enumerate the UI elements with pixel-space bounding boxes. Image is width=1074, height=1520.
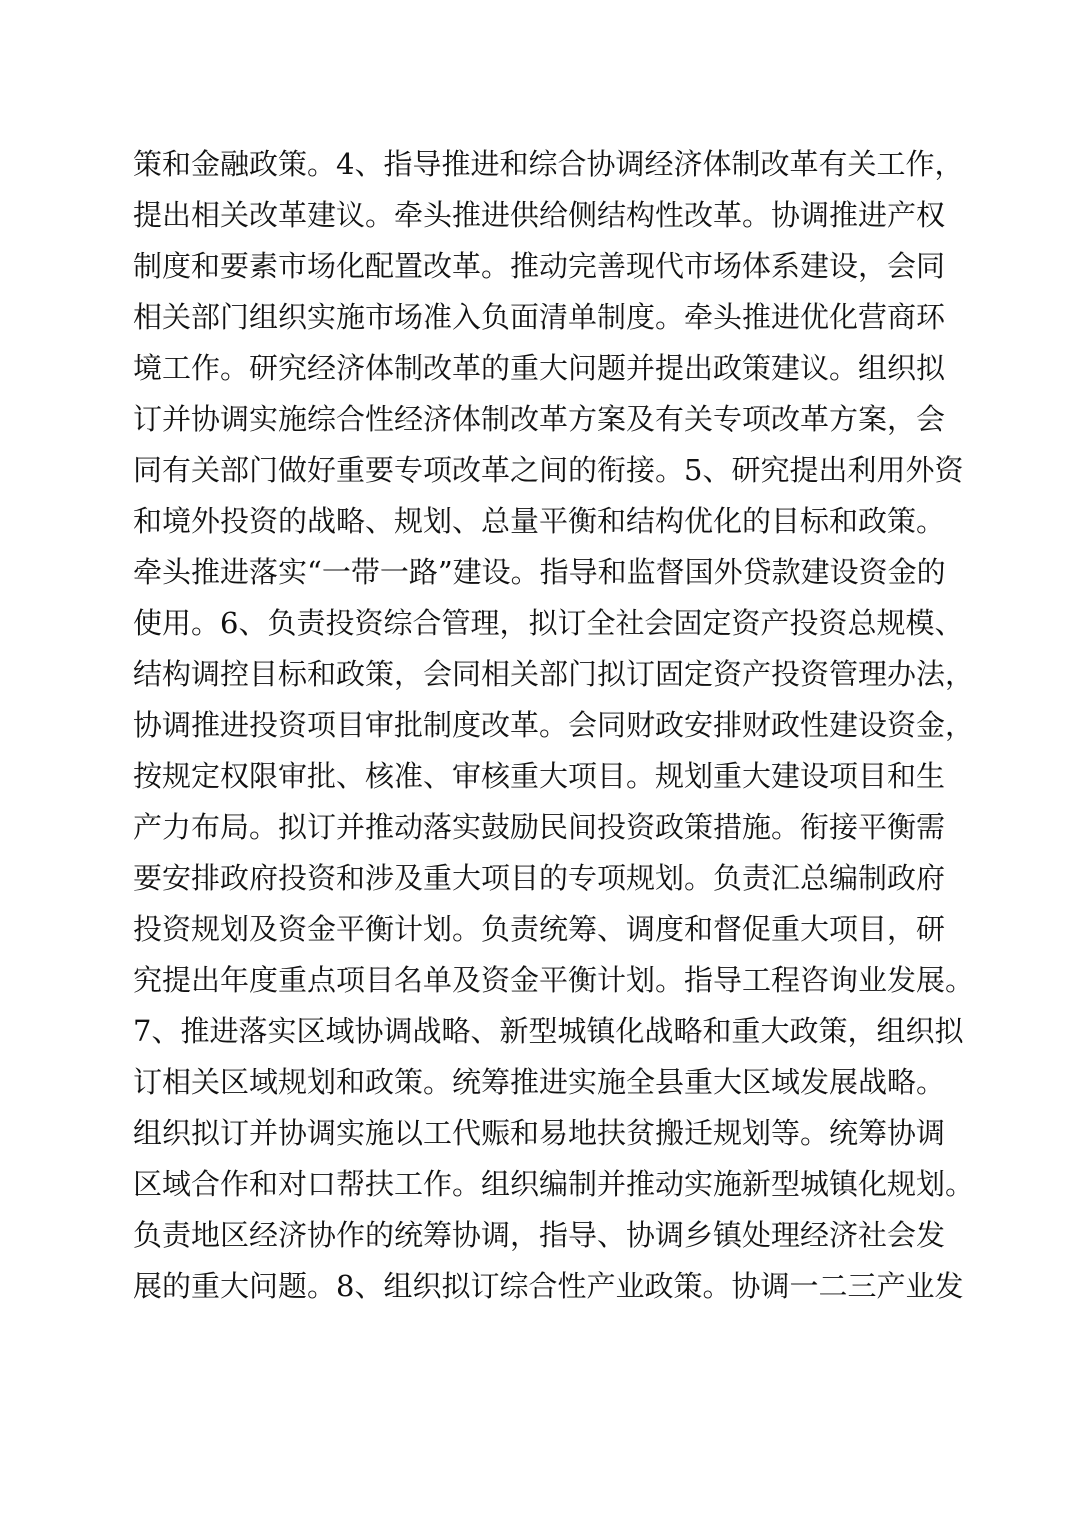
text-line: 7、推进落实区域协调战略、新型城镇化战略和重大政策，组织拟 [133, 1014, 964, 1048]
text-line: 同有关部门做好重要专项改革之间的衔接。5、研究提出利用外资 [133, 453, 964, 487]
text-line: 组织拟订并协调实施以工代赈和易地扶贫搬迁规划等。统筹协调 [133, 1116, 946, 1150]
text-line: 负责地区经济协作的统筹协调，指导、协调乡镇处理经济社会发 [133, 1218, 946, 1252]
text-line: 和境外投资的战略、规划、总量平衡和结构优化的目标和政策。 [133, 504, 946, 538]
text-line: 订相关区域规划和政策。统筹推进实施全县重大区域发展战略。 [133, 1065, 946, 1099]
text-line: 区域合作和对口帮扶工作。组织编制并推动实施新型城镇化规划。 [133, 1167, 975, 1201]
body-text [133, 142, 975, 1315]
text-line: 按规定权限审批、核准、审核重大项目。规划重大建设项目和生 [133, 759, 946, 793]
text-line: 结构调控目标和政策，会同相关部门拟订固定资产投资管理办法， [133, 657, 975, 691]
text-line: 牵头推进落实“一带一路”建设。指导和监督国外贷款建设资金的 [133, 555, 946, 589]
text-line: 订并协调实施综合性经济体制改革方案及有关专项改革方案，会 [133, 402, 946, 436]
text-line: 境工作。研究经济体制改革的重大问题并提出政策建议。组织拟 [133, 351, 946, 385]
text-line: 制度和要素市场化配置改革。推动完善现代市场体系建设，会同 [133, 249, 946, 283]
text-line: 相关部门组织实施市场准入负面清单制度。牵头推进优化营商环 [133, 300, 946, 334]
text-line: 使用。6、负责投资综合管理，拟订全社会固定资产投资总规模、 [133, 606, 964, 640]
text-line: 展的重大问题。8、组织拟订综合性产业政策。协调一二三产业发 [133, 1269, 964, 1303]
text-line: 要安排政府投资和涉及重大项目的专项规划。负责汇总编制政府 [133, 861, 946, 895]
text-line: 策和金融政策。4、指导推进和综合协调经济体制改革有关工作， [133, 147, 964, 181]
text-line: 提出相关改革建议。牵头推进供给侧结构性改革。协调推进产权 [133, 198, 946, 232]
text-line: 产力布局。拟订并推动落实鼓励民间投资政策措施。衔接平衡需 [133, 810, 946, 844]
text-line: 究提出年度重点项目名单及资金平衡计划。指导工程咨询业发展。 [133, 963, 975, 997]
text-line: 协调推进投资项目审批制度改革。会同财政安排财政性建设资金， [133, 708, 975, 742]
text-line: 投资规划及资金平衡计划。负责统筹、调度和督促重大项目，研 [133, 912, 946, 946]
